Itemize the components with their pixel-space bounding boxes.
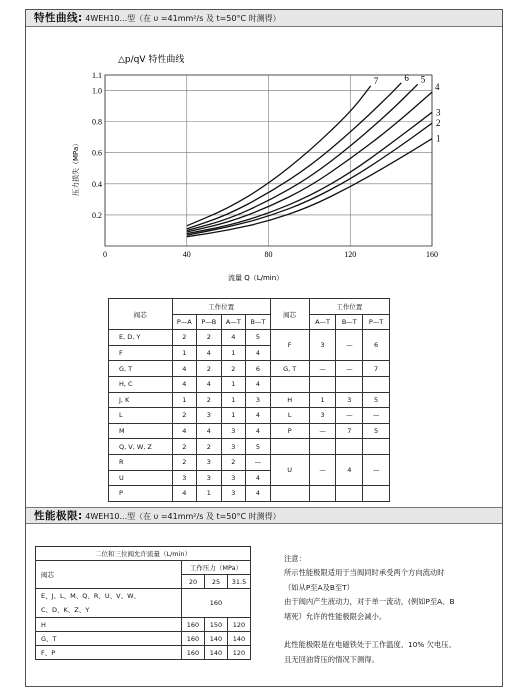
row-label: G, T bbox=[270, 361, 309, 377]
table-cell: 2 bbox=[197, 392, 222, 408]
table-cell: 3 bbox=[309, 408, 336, 424]
table-cell: 4 bbox=[172, 423, 197, 439]
chart-title: △p/qV 特性曲线 bbox=[118, 55, 185, 65]
table-cell: 1 bbox=[172, 345, 197, 361]
row-label: G, T bbox=[109, 361, 173, 377]
table-cell: 2 bbox=[221, 454, 246, 470]
row-label: F bbox=[270, 330, 309, 361]
table-cell: 1 bbox=[197, 486, 222, 502]
curve-label-5: 5 bbox=[420, 74, 426, 85]
table-row bbox=[109, 392, 390, 408]
table-row bbox=[36, 632, 251, 646]
table-cell: 140 bbox=[205, 632, 228, 646]
table-cell: 1 bbox=[172, 392, 197, 408]
note-line: 堵死）允许的性能极限会减小。 bbox=[284, 611, 387, 621]
table-cell: 120 bbox=[228, 618, 251, 632]
row-label: Q, V, W, Z bbox=[109, 439, 173, 455]
table-cell: 4 bbox=[246, 345, 271, 361]
row-label bbox=[270, 486, 309, 502]
table-cell: — bbox=[246, 454, 271, 470]
table-cell: 4 bbox=[336, 454, 363, 485]
table-row bbox=[36, 618, 251, 632]
table-cell: — bbox=[336, 330, 363, 361]
row-label: H, C bbox=[109, 376, 173, 392]
table-row bbox=[109, 408, 390, 424]
table-cell bbox=[363, 486, 390, 502]
table-cell bbox=[336, 439, 363, 455]
header-valve-left: 阀芯 bbox=[109, 299, 173, 330]
table-row bbox=[109, 361, 390, 377]
row-label-line: C、D、K、Z、Y bbox=[41, 606, 90, 614]
row-label: J, K bbox=[109, 392, 173, 408]
table-cell: — bbox=[336, 361, 363, 377]
table-cell: 2 bbox=[172, 454, 197, 470]
curve-label-1: 1 bbox=[436, 133, 441, 144]
row-label: G、T bbox=[36, 632, 182, 646]
table-cell: 5 bbox=[363, 423, 390, 439]
limits-heading: 性能极限: bbox=[34, 510, 83, 522]
table-cell: 160 bbox=[182, 632, 205, 646]
header-col: A—T bbox=[309, 314, 336, 330]
y-tick-label: 0.8 bbox=[92, 117, 102, 127]
table-cell: 4 bbox=[246, 423, 271, 439]
table-cell: 3 bbox=[221, 486, 246, 502]
table-cell: 4 bbox=[246, 376, 271, 392]
chart-y-label: 压力损失（MPa） bbox=[72, 139, 80, 196]
table-cell: 4 bbox=[172, 486, 197, 502]
merged-value: 160 bbox=[182, 589, 251, 618]
row-label: U bbox=[109, 470, 173, 486]
section-heading-limits bbox=[26, 507, 502, 524]
table-title-row bbox=[36, 547, 251, 561]
table-cell bbox=[309, 439, 336, 455]
curve-label-7: 7 bbox=[373, 75, 379, 86]
table-cell: 2 bbox=[197, 361, 222, 377]
note-line: 且无回油背压的情况下测得。 bbox=[284, 654, 379, 664]
header-work-left: 工作位置 bbox=[172, 299, 270, 315]
y-tick-label: 0.2 bbox=[92, 210, 102, 220]
row-label: L bbox=[270, 408, 309, 424]
table-cell: — bbox=[363, 454, 390, 485]
x-tick-label: 80 bbox=[264, 250, 273, 259]
curve-label-4: 4 bbox=[435, 82, 440, 93]
table-cell: 2 bbox=[172, 439, 197, 455]
table-cell bbox=[309, 486, 336, 502]
row-label: P bbox=[270, 423, 309, 439]
table-cell: 5 bbox=[246, 330, 271, 346]
table-cell: 2 bbox=[172, 330, 197, 346]
note-line: （如从P至A及B至T） bbox=[284, 582, 354, 592]
table-cell: 3 bbox=[172, 470, 197, 486]
header-col: P—T bbox=[363, 314, 390, 330]
notes-block bbox=[284, 552, 494, 667]
table-cell bbox=[363, 376, 390, 392]
table-cell: 3 bbox=[246, 392, 271, 408]
table-cell: 140 bbox=[228, 632, 251, 646]
table-cell: 2 bbox=[221, 361, 246, 377]
note-line: 由于阀内产生液动力，对于单一流动，(例如P至A、B bbox=[284, 597, 455, 607]
table-cell: 7 bbox=[336, 423, 363, 439]
note-line bbox=[284, 624, 494, 638]
x-tick-label: 160 bbox=[426, 250, 438, 259]
curve-4 bbox=[187, 92, 432, 232]
header-pressure: 工作压力（MPa） bbox=[182, 561, 251, 575]
header-col: B—T bbox=[246, 314, 271, 330]
table-cell: 150 bbox=[205, 618, 228, 632]
table-cell: 3 bbox=[309, 330, 336, 361]
chart-series bbox=[187, 73, 441, 237]
row-label: L bbox=[109, 408, 173, 424]
curve-7 bbox=[187, 86, 371, 226]
row-label: M bbox=[109, 423, 173, 439]
chart-x-label: 流量 Q（L/min） bbox=[228, 274, 284, 282]
table-cell: 5 bbox=[363, 392, 390, 408]
note-line: 注意： bbox=[284, 554, 306, 563]
table-cell: 4 bbox=[221, 330, 246, 346]
header-valve: 阀芯 bbox=[36, 561, 182, 589]
header-col: A—T bbox=[221, 314, 246, 330]
x-tick-label: 40 bbox=[182, 250, 191, 259]
table-cell: 140 bbox=[205, 646, 228, 660]
table-row bbox=[109, 454, 390, 470]
note-line: 此性能极限是在电磁铁处于工作温度、10% 欠电压、 bbox=[284, 640, 456, 650]
table-cell: 1 bbox=[309, 392, 336, 408]
y-tick-label: 1.1 bbox=[92, 71, 102, 80]
header-col: 25 bbox=[205, 575, 228, 589]
table-cell: 4 bbox=[197, 345, 222, 361]
performance-limit-table bbox=[35, 546, 251, 660]
table-cell: 1 bbox=[221, 392, 246, 408]
header-col: 31.5 bbox=[228, 575, 251, 589]
curves-subtitle: 4WEH10...型（在 υ =41mm²/s 及 t=50°C 时测得） bbox=[85, 14, 281, 23]
header-col: B—T bbox=[336, 314, 363, 330]
table-row bbox=[36, 646, 251, 660]
table-cell: 4 bbox=[246, 470, 271, 486]
table-cell: 7 bbox=[363, 361, 390, 377]
header-col: P—B bbox=[197, 314, 222, 330]
row-label-line: E、J、L、M、Q、R、U、V、W、 bbox=[41, 592, 141, 600]
table-cell: 120 bbox=[228, 646, 251, 660]
table-cell: 3 bbox=[197, 454, 222, 470]
table-cell bbox=[336, 486, 363, 502]
table-cell: 4 bbox=[197, 423, 222, 439]
table-cell: — bbox=[309, 361, 336, 377]
table-row bbox=[109, 330, 390, 346]
table-cell: 4 bbox=[172, 376, 197, 392]
table-cell: 2 bbox=[197, 330, 222, 346]
x-tick-label: 120 bbox=[344, 250, 357, 259]
table-cell: 6 bbox=[363, 330, 390, 361]
table-cell: 4 bbox=[197, 376, 222, 392]
table-cell: 1 bbox=[221, 376, 246, 392]
row-label: F bbox=[109, 345, 173, 361]
table-header-row bbox=[109, 299, 390, 315]
table-cell: 4 bbox=[172, 361, 197, 377]
table-cell: — bbox=[309, 423, 336, 439]
table-cell: 5 bbox=[246, 439, 271, 455]
row-label: P bbox=[109, 486, 173, 502]
table-row bbox=[109, 439, 390, 455]
curve-label-6: 6 bbox=[404, 72, 409, 83]
header-col: P—A bbox=[172, 314, 197, 330]
table-cell: 3 bbox=[336, 392, 363, 408]
curves-heading: 特性曲线: bbox=[34, 12, 83, 24]
table-cell bbox=[336, 376, 363, 392]
table-cell bbox=[363, 439, 390, 455]
curve-1 bbox=[187, 139, 432, 237]
y-tick-label: 1.0 bbox=[92, 86, 102, 96]
y-tick-label: 0.6 bbox=[92, 148, 102, 158]
x-tick-label: 0 bbox=[103, 250, 107, 259]
characteristic-chart bbox=[0, 0, 526, 300]
row-label: H bbox=[270, 392, 309, 408]
table-title: 二位和三位阀允许流量（L/min） bbox=[36, 547, 251, 561]
table-row bbox=[109, 376, 390, 392]
note-line: 所示性能极限适用于当阀同时承受两个方向流动时 bbox=[284, 568, 445, 578]
table-cell: 1 bbox=[221, 345, 246, 361]
table-cell: — bbox=[363, 408, 390, 424]
table-cell: 4 bbox=[246, 408, 271, 424]
row-label bbox=[270, 376, 309, 392]
table-cell: 3 bbox=[197, 408, 222, 424]
table-cell: 2 bbox=[197, 439, 222, 455]
table-row bbox=[109, 423, 390, 439]
table-cell: 160 bbox=[182, 618, 205, 632]
row-label bbox=[270, 439, 309, 455]
flow-position-table bbox=[108, 298, 390, 502]
table-cell: 160 bbox=[182, 646, 205, 660]
table-row bbox=[36, 589, 251, 618]
table-cell: 1 bbox=[221, 408, 246, 424]
row-label: R bbox=[109, 454, 173, 470]
header-col: 20 bbox=[182, 575, 205, 589]
table-cell bbox=[309, 376, 336, 392]
row-label bbox=[36, 589, 182, 618]
table-cell: — bbox=[336, 408, 363, 424]
curve-label-3: 3 bbox=[436, 107, 441, 118]
table-cell: 4 bbox=[246, 486, 271, 502]
row-label: F、P bbox=[36, 646, 182, 660]
table-row bbox=[109, 486, 390, 502]
table-cell: 3 bbox=[221, 439, 246, 455]
table-cell: 6 bbox=[246, 361, 271, 377]
table-cell: 3 bbox=[197, 470, 222, 486]
header-work-right: 工作位置 bbox=[309, 299, 389, 315]
table-cell: 3 bbox=[221, 470, 246, 486]
curve-label-2: 2 bbox=[436, 118, 441, 129]
table-header-row bbox=[36, 561, 251, 575]
table-cell: — bbox=[309, 454, 336, 485]
row-label: U bbox=[270, 454, 309, 485]
y-tick-label: 0.4 bbox=[92, 179, 102, 189]
table-cell: 2 bbox=[172, 408, 197, 424]
header-valve-right: 阀芯 bbox=[270, 299, 309, 330]
limits-subtitle: 4WEH10...型（在 υ =41mm²/s 及 t=50°C 时测得） bbox=[85, 512, 281, 521]
table-cell: 3 bbox=[221, 423, 246, 439]
row-label: H bbox=[36, 618, 182, 632]
row-label: E, D, Y bbox=[109, 330, 173, 346]
